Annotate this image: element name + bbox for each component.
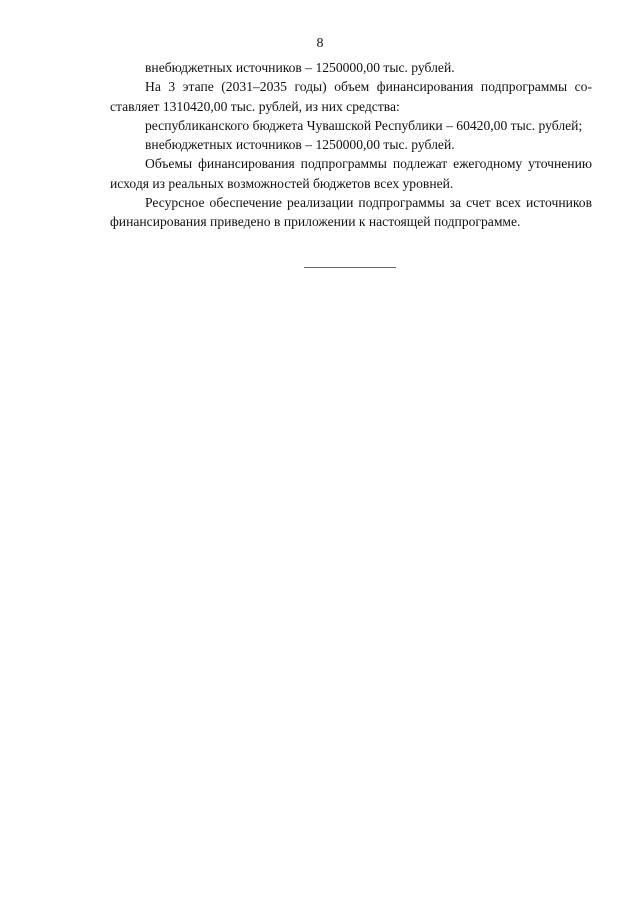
- document-body: [110, 58, 592, 232]
- end-separator-line: [304, 267, 396, 268]
- paragraph-resource-provision: Ресурсное обеспечение реализации подпрограммы за счет всех источников финансирования приведено в приложении к настоящей подпрограмме.: [110, 195, 592, 230]
- paragraph-stage3-republican-budget: республиканского бюджета Чувашской Республики – 60420,00 тыс. рублей;: [145, 117, 583, 133]
- page-number: 8: [316, 36, 324, 51]
- paragraph-stage3-total: На 3 этапе (2031–2035 годы) объем финансирования подпрограммы составляет 1310420,00 тыс. рублей, из них средства:: [110, 79, 592, 114]
- paragraph-stage3-extrabudgetary: внебюджетных источников – 1250000,00 тыс. рублей.: [145, 137, 455, 153]
- paragraph-extrabudgetary-stage2: внебюджетных источников – 1250000,00 тыс. рублей.: [145, 60, 455, 75]
- paragraph-annual-adjustment: Объемы финансирования подпрограммы подлежат ежегодному уточнению исходя из реальных возможностей бюджетов всех уровней.: [110, 156, 592, 191]
